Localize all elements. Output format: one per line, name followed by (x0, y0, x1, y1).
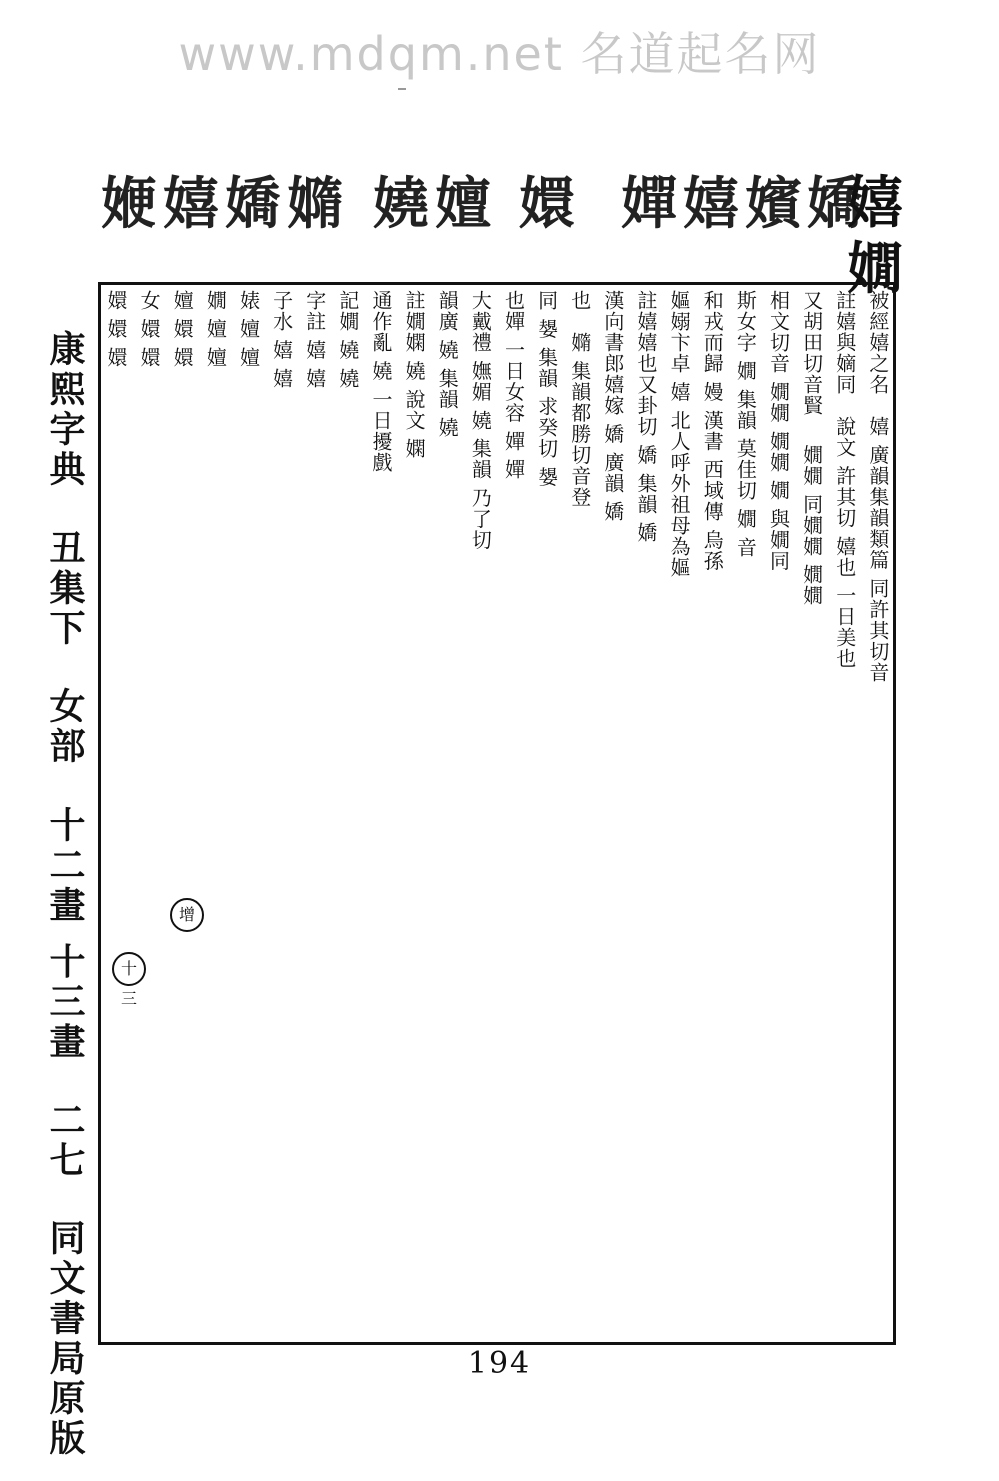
margin-caption (30, 330, 90, 1460)
seal-group-3 (518, 168, 576, 240)
entry-column: 婊 嬗 嬗 (236, 290, 261, 368)
seal-char: 嬉 (847, 170, 903, 236)
entry-column: 被經嬉之名 嬉 廣韻集韻類篇 同許其切音 (865, 290, 890, 683)
seal-char: 嬪 (745, 171, 801, 237)
seal-char: 嬗 (435, 171, 491, 237)
book-title: 康熙字典 (44, 330, 86, 490)
seal-char: 㛹 (101, 171, 157, 237)
seal-char: 嫷 (287, 171, 343, 237)
publisher-label: 同文書局原版 (44, 1219, 86, 1460)
entry-column: 大戴禮 嫵媚 嬈 集韻 乃了切 (468, 290, 493, 551)
entry-column: 也嬋 一日女容 嬋 嬋 (501, 290, 526, 481)
entry-column: 斯女字 嫺 集韻 莫佳切 嫺 音 (733, 290, 758, 558)
supplement-marker-circle: 增 (170, 898, 204, 932)
stroke-marker-circle: 十三 (112, 952, 146, 986)
entry-column: 註嬉與嫡同 說文 許其切 嬉也 一日美也 (832, 290, 857, 670)
seal-char: 嬉 (163, 171, 219, 237)
page-number: 194 (467, 1346, 532, 1381)
stroke-count-label: 十二畫 十三畫 (44, 805, 86, 1063)
divider-tick (398, 88, 406, 90)
leaf-number: 二七 (44, 1100, 86, 1181)
site-watermark: www.mdqm.net 名道起名网 (178, 27, 821, 81)
entry-column: 註嬉嬉也又卦切 嬌 集韻 嬌 (634, 290, 658, 544)
seal-group-2 (372, 168, 492, 240)
entry-column: 和戎而歸 嫚 漢書 西域傳 烏孫 (700, 290, 725, 572)
seal-script-header (100, 168, 900, 248)
entry-column: 同 嫢 集韻 求癸切 嫢 (534, 290, 559, 488)
entry-column: 子水 嬉 嬉 (269, 290, 294, 389)
entry-column: 又胡田切音賢 嫺嫺 同嫺嫺 嫺嫺 (799, 290, 824, 607)
entry-column: 相文切音 嫺嫺 嫺嫺 嫺 與嫺同 (766, 290, 791, 572)
seal-char: 嬌 (225, 171, 281, 237)
entry-column: 也 嫷 集韻都勝切音登 (567, 290, 592, 508)
volume-label: 丑集下 (44, 528, 86, 649)
seal-char: 嬋 (621, 171, 677, 237)
entry-column: 嫺 嬗 嬗 (203, 290, 228, 368)
seal-char: 嬈 (373, 171, 429, 237)
dictionary-body (104, 290, 890, 1338)
entry-column: 嫗嫋卞卓 嬉 北人呼外祖母為嫗 (667, 290, 692, 578)
radical-label: 女部 (44, 687, 86, 768)
entry-column: 記嫺 嬈 嬈 (335, 290, 360, 389)
seal-char: 嫺 (847, 236, 903, 302)
entry-column: 嬗 嬛 嬛 (170, 290, 195, 368)
seal-char: 嬉 (683, 171, 739, 237)
seal-char: 嬌 (807, 171, 863, 237)
seal-group-1 (100, 168, 344, 240)
entry-column: 嬛 嬛 嬛 (104, 290, 128, 368)
entry-column: 漢向書郎嬉嫁 嬌 廣韻 嬌 (600, 290, 625, 523)
stroke-marker (112, 952, 146, 1008)
supplement-marker (170, 898, 204, 932)
entry-column: 註嫺嫻 嬈 說文 嫻 (402, 290, 427, 460)
seal-group-4 (620, 168, 864, 240)
entry-column: 字註 嬉 嬉 (302, 290, 327, 389)
entry-column: 女 嬛 嬛 (137, 290, 162, 368)
entry-column: 通作亂 嬈 一日擾戲 (369, 290, 393, 473)
entry-column: 韻廣 嬈 集韻 嬈 (435, 290, 460, 439)
seal-char: 嬛 (519, 171, 575, 237)
